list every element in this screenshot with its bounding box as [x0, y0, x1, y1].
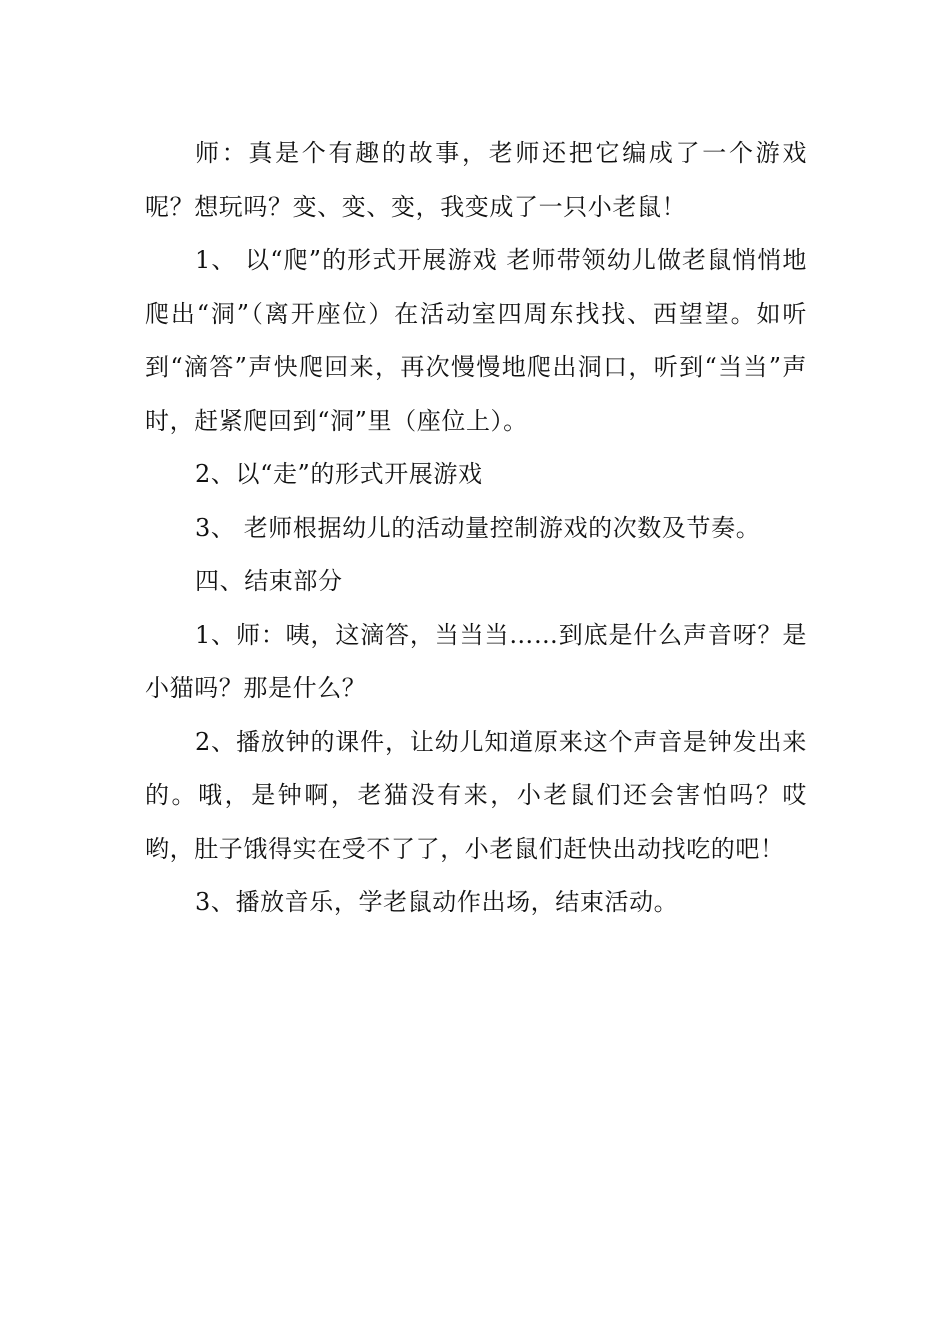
- paragraph-crawl-game: 1、 以“爬”的形式开展游戏 老师带领幼儿做老鼠悄悄地爬出“洞”（离开座位）在活动室四周东找找、西望望。如听到“滴答”声快爬回来，再次慢慢地爬出洞口，听到“当当”声时，赶紧爬回到“洞”里（座位上）。: [145, 246, 807, 435]
- paragraph-clock-courseware: 2、播放钟的课件，让幼儿知道原来这个声音是钟发出来的。哦，是钟啊，老猫没有来，小老鼠们还会害怕吗？哎哟，肚子饿得实在受不了了，小老鼠们赶快出动找吃的吧！: [145, 727, 807, 863]
- paragraph-game-control: 3、 老师根据幼儿的活动量控制游戏的次数及节奏。: [195, 513, 761, 542]
- paragraph-music-end: 3、播放音乐，学老鼠动作出场，结束活动。: [195, 888, 679, 916]
- paragraph-teacher-intro: 师：真是个有趣的故事，老师还把它编成了一个游戏呢？想玩吗？变、变、变，我变成了一只小老鼠！: [145, 139, 807, 221]
- document-body: [145, 127, 807, 930]
- paragraph-what-sound: 1、师：咦，这滴答，当当当……到底是什么声音呀？是小猫吗？那是什么？: [145, 620, 807, 702]
- paragraph-walk-game: 2、以“走”的形式开展游戏: [195, 460, 483, 488]
- section-heading-ending: 四、结束部分: [195, 567, 343, 595]
